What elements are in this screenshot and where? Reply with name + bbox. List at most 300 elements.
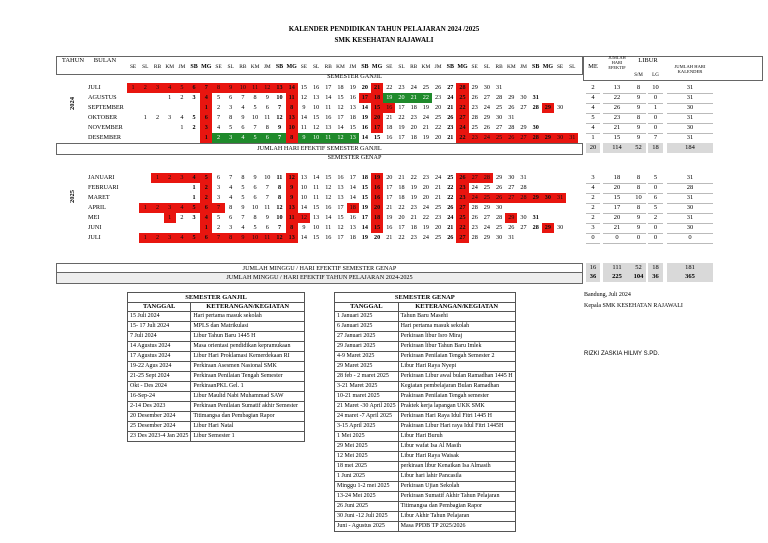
- activity-cell: Perkiraan Penilaian Tengah Semester 2: [398, 352, 515, 362]
- table-row: [128, 382, 305, 392]
- weekday-label: SB: [361, 64, 369, 70]
- month-summary-value: 22: [603, 93, 631, 104]
- year-2024: 2024: [69, 97, 76, 110]
- day-cell: 22: [420, 93, 432, 103]
- day-cell: 20: [371, 203, 383, 213]
- day-cell: 6: [229, 94, 233, 101]
- day-cell: 2: [180, 94, 184, 101]
- activity-cell: MPLS dan Matrikulasi: [191, 322, 305, 332]
- day-cell: 19: [361, 204, 368, 211]
- month-summary-value: 9: [631, 93, 646, 104]
- day-cell: 24: [422, 114, 429, 121]
- day-cell: 2: [155, 114, 160, 121]
- month-summary-value: 3: [586, 173, 600, 184]
- day-cell: 3: [176, 173, 188, 183]
- day-cell: 12: [300, 94, 307, 101]
- day-cell: 20: [374, 234, 381, 241]
- table-row: [128, 352, 305, 362]
- day-cell: 11: [325, 104, 332, 111]
- day-cell: 1: [127, 83, 139, 93]
- table-row: [335, 402, 516, 412]
- day-cell: 15: [371, 223, 383, 233]
- day-cell: 25: [496, 104, 503, 111]
- month-summary-value: 28: [667, 183, 713, 194]
- day-cell: 23: [456, 193, 468, 203]
- weekday-label: SE: [300, 64, 308, 70]
- activity-cell: Perkiraan Hari Raya Idul Fitri 1445 H: [398, 412, 515, 422]
- date-cell: 25 Desember 2024: [128, 422, 191, 432]
- day-cell: 25: [456, 93, 468, 103]
- day-cell: 16: [371, 193, 383, 203]
- day-cell: 6: [188, 83, 200, 93]
- day-cell: 17: [398, 224, 405, 231]
- day-cell: 9: [265, 214, 269, 221]
- activity-cell: Hari pertama masuk sekolah: [191, 312, 305, 322]
- day-cell: 13: [300, 174, 307, 181]
- day-cell: 14: [325, 214, 332, 221]
- activity-cell: Perkiraan Asesmen Nasional SMK: [191, 362, 305, 372]
- day-cell: 1: [192, 194, 196, 201]
- day-cell: 8: [241, 174, 245, 181]
- day-cell: 4: [200, 213, 212, 223]
- day-cell: 8: [212, 83, 224, 93]
- month-summary-value: 8: [631, 183, 646, 194]
- day-cell: 4: [176, 233, 188, 243]
- day-cell: 10: [264, 174, 271, 181]
- day-cell: 25: [493, 133, 505, 143]
- day-cell: 19: [371, 173, 383, 183]
- day-cell: 10: [313, 224, 320, 231]
- day-cell: 29: [530, 193, 542, 203]
- day-cell: 22: [386, 84, 393, 91]
- activity-cell: Perkiraan libur Isro Miraj: [398, 332, 515, 342]
- day-cell: 3: [229, 224, 233, 231]
- day-cell: 28: [471, 204, 478, 211]
- day-cell: 27: [483, 214, 490, 221]
- month-summary-value: 0: [648, 93, 663, 104]
- day-cell: 18: [410, 134, 417, 141]
- header-sm: S/M: [634, 73, 643, 78]
- day-cell: 17: [386, 194, 393, 201]
- semester-summary-value: 36: [648, 272, 663, 282]
- date-cell: Okt - Des 2024: [128, 382, 191, 392]
- day-cell: 27: [469, 173, 481, 183]
- day-cell: 29: [508, 94, 515, 101]
- day-cell: 23: [435, 214, 442, 221]
- day-cell: 30: [557, 224, 564, 231]
- month-summary-value: 4: [586, 103, 600, 114]
- page-subtitle: SMK KESEHATAN RAJAWALI: [334, 36, 434, 44]
- day-cell: 4: [188, 173, 200, 183]
- day-cell: 9: [298, 133, 310, 143]
- date-cell: Juni - Agustus 2025: [335, 522, 399, 532]
- activity-cell: Perkiraan libur Tahun Baru Imlek: [398, 342, 515, 352]
- day-cell: 10: [252, 204, 259, 211]
- day-cell: 27: [520, 104, 527, 111]
- day-cell: 28: [471, 234, 478, 241]
- day-cell: 26: [496, 184, 503, 191]
- activity-cell: Libur Akhir Tahun Pelajaran: [398, 512, 515, 522]
- table-row: [335, 332, 516, 342]
- day-cell: 15: [337, 214, 344, 221]
- month-summary-value: 5: [648, 203, 663, 214]
- month-summary-value: 31: [667, 83, 713, 94]
- day-cell: 16: [337, 174, 344, 181]
- day-cell: 27: [496, 124, 503, 131]
- table-row: [335, 342, 516, 352]
- month-summary-value: 31: [667, 213, 713, 224]
- month-summary-value: 31: [667, 193, 713, 204]
- activity-cell: Libur Hari Raya Nyepi: [398, 362, 515, 372]
- day-cell: 3: [225, 133, 237, 143]
- day-cell: 18: [398, 184, 405, 191]
- day-cell: 21: [386, 114, 393, 121]
- day-cell: 21: [435, 194, 442, 201]
- day-cell: 1: [200, 223, 212, 233]
- weekday-label: MG: [201, 64, 212, 70]
- month-label: AGUSTUS: [88, 94, 117, 101]
- day-cell: 4: [200, 93, 212, 103]
- month-summary-value: 2: [586, 213, 600, 224]
- day-cell: 22: [398, 234, 405, 241]
- month-summary-value: 7: [648, 133, 663, 144]
- day-cell: 30: [508, 174, 515, 181]
- month-summary-value: 5: [648, 173, 663, 184]
- weekday-label: SE: [471, 64, 478, 70]
- semester-summary-value: 52: [631, 263, 646, 273]
- day-cell: 26: [447, 204, 454, 211]
- day-cell: 6: [241, 124, 245, 131]
- table-row: [335, 502, 516, 512]
- ganjil-col-keterangan: KETERANGAN/KEGIATAN: [191, 302, 305, 312]
- day-cell: 2: [151, 233, 163, 243]
- day-cell: 21: [386, 234, 393, 241]
- month-summary-value: 20: [603, 213, 631, 224]
- month-summary-value: 4: [586, 123, 600, 134]
- day-cell: 12: [325, 194, 332, 201]
- day-cell: 29: [505, 213, 517, 223]
- day-cell: 21: [410, 214, 417, 221]
- weekday-label: MG: [457, 64, 468, 70]
- day-cell: 27: [456, 203, 468, 213]
- month-summary-value: 15: [603, 133, 631, 144]
- table-row: [335, 382, 516, 392]
- date-cell: Minggu 1-2 mei 2025: [335, 482, 399, 492]
- day-cell: 3: [216, 184, 221, 191]
- day-cell: 16: [361, 124, 368, 131]
- day-cell: 19: [386, 214, 393, 221]
- day-cell: 31: [554, 193, 566, 203]
- day-cell: 9: [302, 224, 306, 231]
- day-cell: 14: [286, 83, 298, 93]
- date-cell: 29 Januari 2025: [335, 342, 399, 352]
- month-summary-value: 8: [631, 83, 646, 94]
- day-cell: 24: [483, 104, 490, 111]
- activity-cell: Masa PPDB TP 2025/2026: [398, 522, 515, 532]
- date-cell: 3-21 Maret 2025: [335, 382, 399, 392]
- day-cell: 25: [435, 204, 442, 211]
- day-cell: 1: [180, 124, 184, 131]
- day-cell: 8: [277, 194, 282, 201]
- day-cell: 7: [277, 224, 282, 231]
- date-cell: 30 Juni -12 Juli 2025: [335, 512, 399, 522]
- day-cell: 28: [532, 104, 539, 111]
- month-summary-value: 0: [586, 233, 600, 244]
- day-cell: 3: [151, 83, 163, 93]
- day-cell: 15: [374, 134, 381, 141]
- header-jumlah-hari-kalender: JUMLAH HARI KALENDER: [674, 64, 706, 74]
- month-label: MEI: [88, 214, 100, 221]
- day-cell: 16: [383, 103, 395, 113]
- day-cell: 5: [188, 233, 200, 243]
- day-cell: 28: [471, 114, 478, 121]
- day-cell: 16: [386, 224, 393, 231]
- month-summary-value: 31: [667, 133, 713, 144]
- semester-genap-label: SEMESTER GENAP: [327, 154, 382, 161]
- day-cell: 24: [447, 214, 454, 221]
- day-cell: 16: [325, 204, 332, 211]
- day-cell: 29: [542, 133, 554, 143]
- table-row: [128, 362, 305, 372]
- day-cell: 13: [349, 104, 356, 111]
- day-cell: 7: [265, 194, 269, 201]
- month-summary-value: 0: [648, 113, 663, 124]
- day-cell: 28: [532, 224, 539, 231]
- day-cell: 8: [286, 223, 298, 233]
- day-cell: 13: [273, 83, 285, 93]
- month-label: JANUARI: [88, 174, 115, 181]
- day-cell: 2: [180, 214, 184, 221]
- day-cell: 5: [241, 194, 245, 201]
- day-cell: 13: [349, 224, 356, 231]
- activity-cell: Hari pertama masuk sekolah: [398, 322, 515, 332]
- day-cell: 12: [334, 133, 346, 143]
- day-cell: 7: [253, 124, 257, 131]
- day-cell: 29: [483, 114, 490, 121]
- day-cell: 19: [422, 134, 429, 141]
- day-cell: 6: [200, 203, 212, 213]
- day-cell: 22: [422, 214, 429, 221]
- ganjil-title: SEMESTER GANJIL: [128, 293, 305, 303]
- activity-cell: Libur Hari Buruh: [398, 432, 515, 442]
- month-summary-value: 2: [648, 213, 663, 224]
- weekday-label: SL: [227, 64, 234, 70]
- weekday-label: MG: [542, 64, 554, 70]
- day-cell: 2: [212, 133, 224, 143]
- day-cell: 26: [483, 124, 490, 131]
- day-cell: 17: [398, 104, 405, 111]
- month-summary-value: 5: [586, 113, 600, 124]
- day-cell: 1: [143, 114, 147, 121]
- day-cell: 2: [216, 224, 221, 231]
- day-cell: 27: [483, 94, 490, 101]
- day-cell: 5: [200, 173, 212, 183]
- day-cell: 27: [505, 193, 517, 203]
- month-summary-value: 9: [631, 103, 646, 114]
- day-cell: 27: [508, 184, 515, 191]
- day-cell: 19: [422, 104, 429, 111]
- date-cell: 29 Maret 2025: [335, 362, 399, 372]
- day-cell: 20: [410, 124, 417, 131]
- table-row: [335, 362, 516, 372]
- day-cell: 12: [276, 114, 283, 121]
- day-cell: 1: [139, 203, 151, 213]
- day-cell: 13: [286, 203, 298, 213]
- day-cell: 11: [313, 184, 320, 191]
- day-cell: 14: [300, 114, 307, 121]
- month-label: APRIL: [88, 204, 106, 211]
- header-jumlah-hari-efektif: JUMLAH HARI EFEKTIF: [608, 55, 626, 70]
- day-cell: 16: [349, 214, 356, 221]
- day-cell: 5: [249, 133, 261, 143]
- semester-summary-value: 52: [631, 143, 646, 153]
- semester-summary-value: 365: [667, 272, 713, 282]
- day-cell: 5: [188, 203, 200, 213]
- day-cell: 28: [496, 94, 503, 101]
- activity-cell: Libur Maulid Nabi Muhammad SAW: [191, 392, 305, 402]
- weekday-label: JM: [349, 64, 357, 70]
- month-summary-value: 31: [667, 113, 713, 124]
- semester-summary-value: 104: [631, 272, 646, 282]
- day-cell: 3: [164, 203, 176, 213]
- weekday-label: SL: [398, 64, 405, 70]
- day-cell: 2: [139, 83, 151, 93]
- day-cell: 16: [386, 134, 393, 141]
- day-cell: 3: [168, 114, 172, 121]
- month-summary-value: 4: [586, 93, 600, 104]
- date-cell: 28 feb - 2 maret 2025: [335, 372, 399, 382]
- header-bulan: BULAN: [93, 57, 117, 64]
- page-title: KALENDER PENDIDIKAN TAHUN PELAJARAN 2024 /2025: [288, 25, 480, 33]
- day-cell: 11: [286, 93, 298, 103]
- activity-cell: Perkiraan Penilaian Tengah Semester: [191, 372, 305, 382]
- day-cell: 15: [300, 84, 307, 91]
- weekday-label: MG: [286, 64, 297, 70]
- day-cell: 23: [398, 84, 405, 91]
- semester-summary-value: 184: [667, 143, 713, 153]
- day-cell: 12: [261, 83, 273, 93]
- weekday-label: SL: [312, 64, 320, 70]
- day-cell: 15: [349, 124, 356, 131]
- day-cell: 7: [212, 203, 224, 213]
- day-cell: 17: [359, 93, 371, 103]
- day-cell: 16: [325, 234, 332, 241]
- table-row: [335, 432, 516, 442]
- weekday-label: SE: [215, 64, 222, 70]
- day-cell: 25: [456, 213, 468, 223]
- day-cell: 21: [447, 134, 454, 141]
- table-row: [335, 482, 516, 492]
- day-cell: 21: [447, 104, 454, 111]
- day-cell: 24: [447, 94, 454, 101]
- weekday-label: SB: [190, 64, 198, 70]
- genap-title: SEMESTER GENAP: [335, 293, 516, 303]
- weekday-label: SE: [129, 64, 137, 70]
- semester-genap-table: [334, 292, 516, 532]
- day-cell: 9: [286, 193, 298, 203]
- weekday-label: KM: [165, 64, 175, 70]
- weekday-label: MG: [371, 64, 383, 70]
- day-cell: 30: [520, 94, 527, 101]
- day-cell: 8: [265, 124, 269, 131]
- day-cell: 17: [337, 204, 344, 211]
- day-cell: 23: [410, 234, 417, 241]
- day-cell: 4: [164, 83, 176, 93]
- day-cell: 11: [313, 194, 320, 201]
- day-cell: 30: [496, 234, 503, 241]
- weekday-label: JM: [263, 64, 271, 70]
- day-cell: 18: [410, 224, 417, 231]
- day-cell: 15: [337, 94, 344, 101]
- day-cell: 1: [200, 103, 212, 113]
- day-cell: 22: [447, 194, 454, 201]
- day-cell: 18: [347, 203, 359, 213]
- semester-ganjil-table: [127, 292, 305, 442]
- day-cell: 1: [151, 173, 163, 183]
- header-libur: LIBUR: [638, 57, 658, 64]
- day-cell: 19: [383, 93, 395, 103]
- day-cell: 17: [398, 134, 405, 141]
- day-cell: 26: [471, 214, 478, 221]
- day-cell: 10: [300, 194, 307, 201]
- weekday-label: SL: [142, 64, 149, 70]
- day-cell: 13: [313, 214, 320, 221]
- day-cell: 27: [447, 84, 454, 91]
- day-cell: 11: [322, 133, 334, 143]
- date-cell: 1 Mei 2025: [335, 432, 399, 442]
- day-cell: 15: [325, 174, 332, 181]
- sign-name: RIZKI ZASKIA HILMY S.PD.: [584, 351, 660, 357]
- day-cell: 5: [216, 214, 221, 221]
- day-cell: 3: [192, 214, 196, 221]
- day-cell: 29: [496, 174, 503, 181]
- day-cell: 25: [435, 234, 442, 241]
- table-row: [128, 322, 305, 332]
- date-cell: 18 mei 2025: [335, 462, 399, 472]
- day-cell: 4: [176, 203, 188, 213]
- table-row: [335, 522, 516, 532]
- activity-cell: perkiraan libur Kenaikan Isa Almasih: [398, 462, 515, 472]
- weekday-label: RB: [153, 64, 162, 70]
- date-cell: 24 maret -7 April 2025: [335, 412, 399, 422]
- day-cell: 25: [435, 114, 442, 121]
- day-cell: 29: [483, 234, 490, 241]
- weekday-label: KM: [421, 64, 431, 70]
- day-cell: 14: [300, 234, 307, 241]
- activity-cell: Tahun Baru Masehi: [398, 312, 515, 322]
- month-summary-value: 30: [667, 123, 713, 134]
- activity-cell: Perkiraan Libur awal bulan Ramadhan 1445 H: [398, 372, 515, 382]
- day-cell: 24: [456, 123, 468, 133]
- table-row: [128, 412, 305, 422]
- header-tahun: TAHUN: [61, 57, 85, 64]
- day-cell: 5: [192, 114, 196, 121]
- activity-cell: PerkiraanPKL Gel. 1: [191, 382, 305, 392]
- day-cell: 23: [410, 204, 417, 211]
- day-cell: 30: [483, 84, 490, 91]
- day-cell: 15: [313, 114, 320, 121]
- day-cell: 20: [435, 134, 442, 141]
- date-cell: 4-9 Maret 2025: [335, 352, 399, 362]
- summary-ganjil-label: JUMLAH HARI EFEKTIF SEMESTER GANJIL: [56, 143, 583, 155]
- day-cell: 23: [471, 104, 478, 111]
- day-cell: 10: [276, 94, 283, 101]
- day-cell: 13: [286, 113, 298, 123]
- activity-cell: Prakiraan Libur Hari raya Idul Fitri 1445H: [398, 422, 515, 432]
- day-cell: 19: [398, 124, 405, 131]
- date-cell: 27 Januari 2025: [335, 332, 399, 342]
- day-cell: 5: [241, 184, 245, 191]
